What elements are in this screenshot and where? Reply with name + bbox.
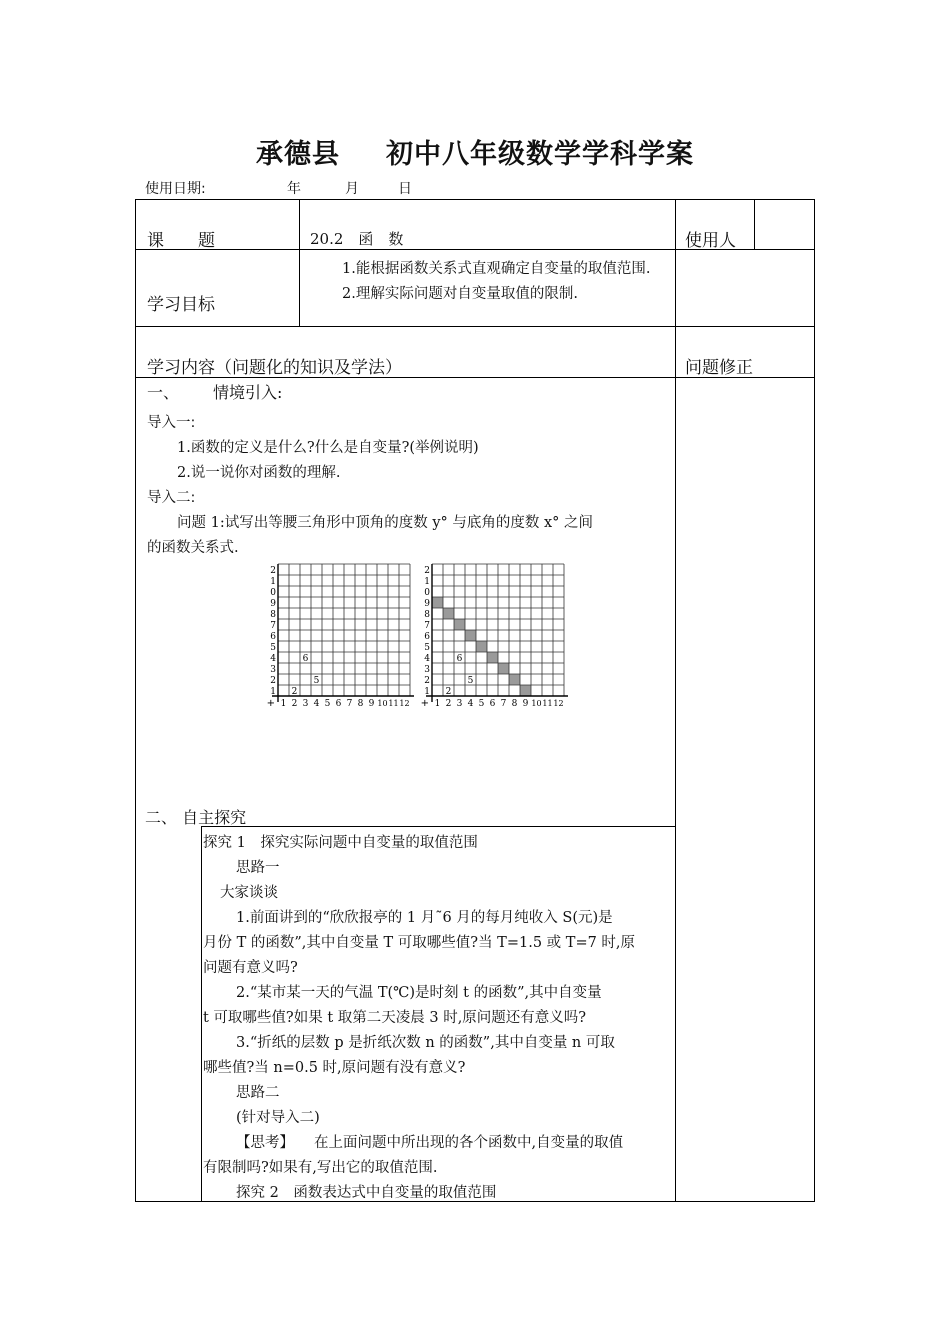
grid-right bbox=[421, 564, 568, 709]
intro1-q2: 2.说一说你对函数的理解. bbox=[177, 465, 341, 481]
intro2-label: 导入二: bbox=[147, 490, 196, 506]
row-label: 2 bbox=[424, 676, 430, 686]
goal-2: 2.理解实际问题对自变量取值的限制. bbox=[342, 286, 578, 302]
q3-line2: 哪些值?当 n=0.5 时,原问题有没有意义? bbox=[203, 1060, 466, 1076]
think-text-1: 在上面问题中所出现的各个函数中,自变量的取值 bbox=[314, 1135, 624, 1151]
origin-mark: + bbox=[420, 698, 429, 709]
shaded-cell bbox=[432, 597, 443, 608]
explore1-title: 探究 1 探究实际问题中自变量的取值范围 bbox=[203, 835, 478, 851]
row-label: 1 bbox=[424, 577, 430, 587]
col-label: 5 bbox=[324, 699, 331, 709]
date-label: 使用日期: bbox=[145, 181, 206, 197]
cell-mark: 5 bbox=[313, 676, 320, 686]
q1-line2: 月份 T 的函数”,其中自变量 T 可取哪些值?当 T=1.5 或 T=7 时,原 bbox=[203, 935, 636, 951]
cell-mark: 6 bbox=[302, 654, 309, 664]
col-label: 3 bbox=[302, 699, 309, 709]
think-line1 bbox=[236, 1131, 623, 1152]
col-label: 6 bbox=[489, 699, 496, 709]
row-label: 6 bbox=[424, 632, 430, 642]
row-label: 8 bbox=[270, 610, 276, 620]
page-title bbox=[0, 132, 950, 171]
goal-1: 1.能根据函数关系式直观确定自变量的取值范围. bbox=[342, 261, 651, 277]
row-label: 7 bbox=[270, 621, 276, 631]
col-label: 12 bbox=[399, 699, 410, 708]
shaded-cell bbox=[498, 663, 509, 674]
county-name: 承德县 bbox=[256, 139, 340, 170]
section1-heading: 情境引入: bbox=[213, 383, 283, 402]
correction-label: 问题修正 bbox=[685, 358, 753, 378]
date-month: 月 bbox=[345, 181, 359, 197]
shaded-cell bbox=[509, 674, 520, 685]
col-label: 9 bbox=[368, 699, 375, 709]
row-label: 1 bbox=[270, 687, 276, 697]
idea1-label: 思路一 bbox=[236, 860, 280, 876]
topic-label: 课 题 bbox=[147, 231, 215, 251]
col-label: 6 bbox=[335, 699, 342, 709]
discuss-label: 大家谈谈 bbox=[220, 885, 278, 901]
row-label: 4 bbox=[270, 654, 276, 664]
row-label: 3 bbox=[424, 665, 430, 675]
section1-number: 一、 bbox=[147, 383, 180, 402]
q3-line1: 3.“折纸的层数 p 是折纸次数 n 的函数”,其中自变量 n 可取 bbox=[236, 1035, 615, 1051]
cell-mark: 2 bbox=[445, 687, 452, 697]
row-label: 5 bbox=[270, 643, 276, 653]
goal-label: 学习目标 bbox=[147, 295, 215, 315]
row-label: 1 bbox=[424, 687, 430, 697]
row-label: 6 bbox=[270, 632, 276, 642]
user-label: 使用人 bbox=[685, 231, 736, 251]
row-label: 9 bbox=[424, 599, 430, 609]
row-label: 7 bbox=[424, 621, 430, 631]
cell-mark: 2 bbox=[291, 687, 298, 697]
row-label: 2 bbox=[270, 566, 276, 576]
problem1-line2: 的函数关系式. bbox=[147, 540, 239, 556]
idea2-label: 思路二 bbox=[236, 1085, 280, 1101]
intro1-label: 导入一: bbox=[147, 415, 196, 431]
grid-left bbox=[267, 564, 414, 709]
grid-figure bbox=[262, 556, 582, 720]
col-label: 4 bbox=[313, 699, 320, 709]
col-label: 3 bbox=[456, 699, 463, 709]
q2-line2: t 可取哪些值?如果 t 取第二天凌晨 3 时,原问题还有意义吗? bbox=[203, 1010, 587, 1026]
idea2-note: (针对导入二) bbox=[236, 1110, 320, 1126]
row-label: 0 bbox=[424, 588, 430, 598]
cell-mark: 6 bbox=[456, 654, 463, 664]
row-label: 0 bbox=[270, 588, 276, 598]
col-label: 9 bbox=[522, 699, 529, 709]
q2-line1: 2.“某市某一天的气温 T(℃)是时刻 t 的函数”,其中自变量 bbox=[236, 985, 602, 1001]
row-label: 4 bbox=[424, 654, 430, 664]
shaded-cell bbox=[476, 641, 487, 652]
col-label: 11 bbox=[388, 699, 399, 708]
col-label: 12 bbox=[553, 699, 564, 708]
grid-svg bbox=[262, 556, 582, 716]
problem1-line1: 问题 1:试写出等腰三角形中顶角的度数 y° 与底角的度数 x° 之间 bbox=[177, 515, 594, 531]
col-label: 1 bbox=[280, 699, 287, 709]
col-label: 7 bbox=[346, 699, 353, 709]
col-label: 5 bbox=[478, 699, 485, 709]
explore2-title: 探究 2 函数表达式中自变量的取值范围 bbox=[236, 1185, 497, 1201]
row-label: 5 bbox=[424, 643, 430, 653]
think-line2: 有限制吗?如果有,写出它的取值范围. bbox=[203, 1160, 438, 1176]
content-label: 学习内容（问题化的知识及学法） bbox=[147, 358, 402, 378]
shaded-cell bbox=[454, 619, 465, 630]
row-label: 2 bbox=[424, 566, 430, 576]
col-label: 10 bbox=[531, 699, 542, 708]
row-label: 9 bbox=[270, 599, 276, 609]
topic-value: 20.2 函 数 bbox=[310, 230, 404, 248]
q1-line3: 问题有意义吗? bbox=[203, 960, 298, 976]
date-year: 年 bbox=[287, 181, 301, 197]
col-label: 1 bbox=[434, 699, 441, 709]
doc-title: 初中八年级数学学科学案 bbox=[386, 139, 694, 170]
intro1-q1: 1.函数的定义是什么?什么是自变量?(举例说明) bbox=[177, 440, 479, 456]
row-label: 2 bbox=[270, 676, 276, 686]
col-label: 7 bbox=[500, 699, 507, 709]
section2-heading: 二、 自主探究 bbox=[145, 808, 247, 827]
origin-mark: + bbox=[266, 698, 275, 709]
col-label: 10 bbox=[377, 699, 388, 708]
shaded-cell bbox=[520, 685, 531, 696]
date-day: 日 bbox=[398, 181, 412, 197]
q1-line1: 1.前面讲到的“欣欣报亭的 1 月˜6 月的每月纯收入 S(元)是 bbox=[236, 910, 613, 926]
col-label: 4 bbox=[467, 699, 474, 709]
think-label: 【思考】 bbox=[236, 1135, 294, 1151]
col-label: 2 bbox=[445, 699, 452, 709]
cell-mark: 5 bbox=[467, 676, 474, 686]
row-label: 3 bbox=[270, 665, 276, 675]
shaded-cell bbox=[465, 630, 476, 641]
row-label: 1 bbox=[270, 577, 276, 587]
col-label: 8 bbox=[511, 699, 518, 709]
col-label: 11 bbox=[542, 699, 553, 708]
shaded-cell bbox=[487, 652, 498, 663]
col-label: 2 bbox=[291, 699, 298, 709]
row-label: 8 bbox=[424, 610, 430, 620]
shaded-cell bbox=[443, 608, 454, 619]
col-label: 8 bbox=[357, 699, 364, 709]
